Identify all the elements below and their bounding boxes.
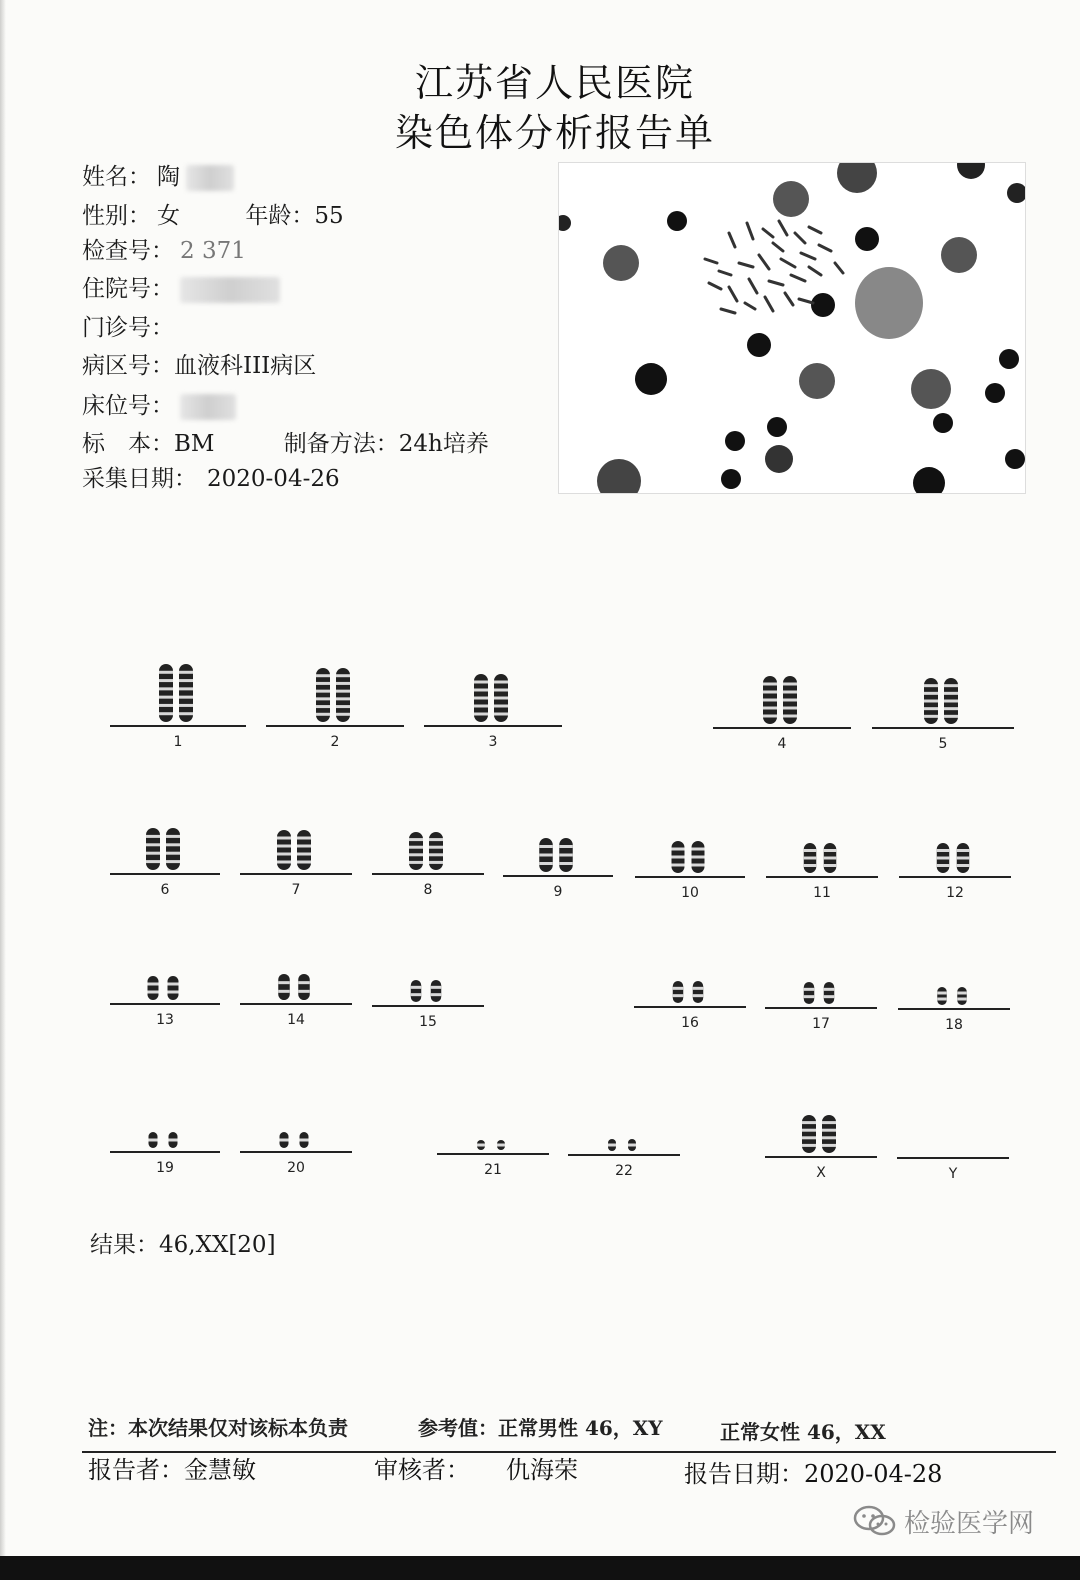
inpatient-no-label: 住院号： <box>82 276 174 302</box>
chromosome-pair <box>473 1140 513 1150</box>
age-value: 55 <box>314 203 344 229</box>
prep-value: 24h培养 <box>398 431 489 457</box>
reviewer-value: 仇海荣 <box>506 1456 578 1484</box>
chromosome-label: 13 <box>156 1012 174 1028</box>
wechat-icon <box>852 1505 898 1544</box>
specimen-value: BM <box>174 431 215 457</box>
chromosome-pair <box>801 982 841 1004</box>
karyogram-baseline <box>503 875 613 877</box>
chromosome-label: 19 <box>156 1160 174 1176</box>
karyogram-baseline <box>240 873 352 875</box>
chromosome-pair <box>801 1115 841 1153</box>
field-collect-date <box>82 460 340 493</box>
chromosome-pair <box>923 678 963 724</box>
karyogram-baseline <box>110 1003 220 1005</box>
karyogram-baseline <box>899 876 1011 878</box>
report-date-value: 2020-04-28 <box>804 1460 943 1488</box>
chromosome-pair <box>145 976 185 1000</box>
karyogram-baseline <box>635 876 745 878</box>
name-label: 姓名： <box>82 164 151 190</box>
chromosome-label: 18 <box>945 1017 963 1033</box>
bed-label: 床位号： <box>82 393 174 419</box>
chromosome-pair <box>408 832 448 870</box>
male-reference: 正常男性 46，XY <box>498 1416 663 1440</box>
sex-value: 女 <box>157 203 180 229</box>
result-value: 46,XX[20] <box>159 1232 276 1258</box>
karyogram-baseline <box>765 1156 877 1158</box>
chromosome-label: 22 <box>615 1163 633 1179</box>
chromosome-pair <box>145 828 185 870</box>
scan-bottom-edge <box>0 1556 1080 1580</box>
chromosome-pair <box>934 987 974 1005</box>
field-exam-no <box>82 232 246 265</box>
karyogram-baseline <box>872 727 1014 729</box>
chromosome-label: 4 <box>777 736 787 752</box>
result-label: 结果： <box>90 1232 159 1258</box>
reviewer-label: 审核者： <box>374 1456 470 1484</box>
reference-label: 参考值： <box>418 1416 498 1440</box>
field-ward <box>82 347 316 380</box>
reporter-label: 报告者： <box>88 1456 184 1484</box>
reporter-value: 金慧敏 <box>184 1456 256 1484</box>
chromosome-label: 17 <box>812 1016 830 1032</box>
female-reference: 正常女性 46，XX <box>720 1420 886 1444</box>
redaction-blur <box>186 165 234 191</box>
chromosome-label: 2 <box>330 734 340 750</box>
karyogram-baseline <box>240 1003 352 1005</box>
reviewer <box>374 1450 578 1485</box>
chromosome-label: Y <box>948 1166 958 1182</box>
report-title: 染色体分析报告单 <box>394 111 715 155</box>
karyogram-baseline <box>110 1151 220 1153</box>
chromosome-label: 16 <box>681 1015 699 1031</box>
karyogram-baseline <box>266 725 404 727</box>
chromosome-label: 3 <box>488 734 498 750</box>
karyogram-baseline <box>898 1008 1010 1010</box>
chromosome-label: 21 <box>484 1162 502 1178</box>
karyogram-baseline <box>568 1154 680 1156</box>
report-date <box>684 1454 942 1489</box>
chromosome-label: 12 <box>946 885 964 901</box>
chromosome-label: 1 <box>173 734 183 750</box>
field-name <box>82 158 234 191</box>
collect-value: 2020-04-26 <box>207 466 340 492</box>
watermark-text: 检验医学网 <box>904 1509 1035 1539</box>
exam-no-value: 2 371 <box>180 238 246 264</box>
chromosome-pair <box>604 1139 644 1151</box>
chromosome-pair <box>670 981 710 1003</box>
specimen-label: 标 本： <box>82 431 174 457</box>
karyogram-baseline <box>634 1006 746 1008</box>
ward-value: 血液科III病区 <box>174 353 317 379</box>
chromosome-label: X <box>816 1165 826 1181</box>
chromosome-pair <box>276 830 316 870</box>
redaction-blur <box>180 277 280 303</box>
reference-values <box>418 1412 663 1441</box>
sex-label: 性别： <box>82 203 151 229</box>
collect-label: 采集日期： <box>82 466 197 492</box>
karyogram-baseline <box>766 876 878 878</box>
chromosome-pair <box>935 843 975 873</box>
exam-no-label: 检查号： <box>82 238 174 264</box>
chromosome-label: 11 <box>813 885 831 901</box>
karyogram-baseline <box>240 1151 352 1153</box>
field-sex-age <box>82 197 344 230</box>
chromosome-pair <box>762 676 802 724</box>
chromosome-label: 6 <box>160 882 170 898</box>
karyogram-baseline <box>713 727 851 729</box>
karyogram-baseline <box>110 725 246 727</box>
chromosome-label: 8 <box>423 882 433 898</box>
karyogram-baseline <box>424 725 562 727</box>
chromosome-pair <box>315 668 355 722</box>
field-bed <box>82 387 236 420</box>
chromosome-label: 5 <box>938 736 948 752</box>
karyogram-baseline <box>110 873 220 875</box>
ward-label: 病区号： <box>82 353 174 379</box>
karyogram-baseline <box>765 1007 877 1009</box>
karyogram-baseline <box>897 1157 1009 1159</box>
chromosome-pair <box>802 843 842 873</box>
field-inpatient-no <box>82 270 280 303</box>
chromosome-pair <box>276 1132 316 1148</box>
karyogram-baseline <box>437 1153 549 1155</box>
name-value: 陶 <box>157 164 180 190</box>
chromosome-pair <box>538 838 578 872</box>
disclaimer-note: 注：本次结果仅对该标本负责 <box>88 1416 348 1440</box>
reporter <box>88 1450 256 1485</box>
report-date-label: 报告日期： <box>684 1460 804 1488</box>
field-specimen <box>82 425 489 458</box>
outpatient-no-label: 门诊号： <box>82 315 174 341</box>
redaction-blur <box>180 394 236 420</box>
chromosome-label: 20 <box>287 1160 305 1176</box>
chromosome-pair <box>276 974 316 1000</box>
karyogram-baseline <box>372 1005 484 1007</box>
chromosome-pair <box>670 841 710 873</box>
karyogram-baseline <box>372 873 484 875</box>
hospital-name: 江苏省人民医院 <box>414 61 695 105</box>
chromosome-pair <box>473 674 513 722</box>
chromosome-pair <box>158 664 198 722</box>
page-edge-shadow <box>0 0 6 1556</box>
chromosome-label: 14 <box>287 1012 305 1028</box>
prep-label: 制备方法： <box>283 431 399 457</box>
field-outpatient-no <box>82 309 174 342</box>
watermark <box>852 1503 1034 1544</box>
chromosome-label: 7 <box>291 882 301 898</box>
metaphase-photo <box>558 162 1026 494</box>
chromosome-label: 10 <box>681 885 699 901</box>
chromosome-label: 9 <box>553 884 563 900</box>
metaphase-cells-image <box>559 163 1025 493</box>
chromosome-pair <box>145 1132 185 1148</box>
chromosome-pair <box>408 980 448 1002</box>
age-label: 年龄： <box>245 203 315 229</box>
result-line <box>90 1226 276 1259</box>
chromosome-label: 15 <box>419 1014 437 1030</box>
